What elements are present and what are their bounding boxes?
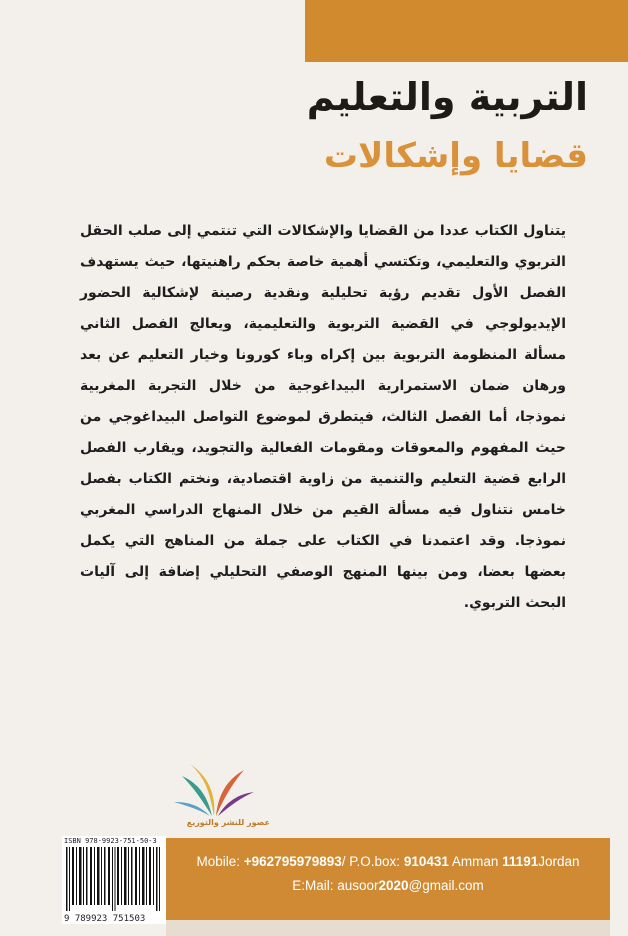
contact-bar [166,838,610,920]
barcode-icon [66,847,162,911]
pobox-number: 910431 [403,854,449,869]
bottom-strip [166,920,610,936]
contact-phone-line [166,854,610,869]
feather-logo-icon [160,758,270,820]
isbn-barcode [62,836,166,924]
country: Jordan [538,854,580,869]
book-subtitle: قضايا وإشكالات [323,136,588,176]
email-number: 2020 [378,878,409,893]
email-domain: @gmail.com [408,878,484,893]
isbn-label: ISBN 978-9923-751-50-3 [64,837,157,845]
blurb-paragraph: يتناول الكتاب عددا من القضايا والإشكالات التي تنتمي إلى صلب الحقل التربوي والتعليمي، وتكتسي أهمية خاصة بحكم راهنيتها، حيث يستهدف الفصل الأول تقديم رؤية تحليلية ونقدية رصينة لإشكالية الحضور الإيديولوجي في القضية التربوية والتعليمية، ويعالج الفصل الثاني مسألة المنظومة التربوية بين إكراه وباء كورونا وخيار التعليم عن بعد ورهان ضمان الاستمرارية البيداغوجية من خلال التجربة المغربية نموذجا، أما الفصل الثالث، فيتطرق لموضوع التواصل البيداغوجي من حيث المفهوم والمعوقات ومقومات الفعالية والتجويد، ويقارب الفصل الرابع قضية التعليم والتنمية من زاوية اقتصادية، ونختم الكتاب بفصل خامس نتناول فيه مسألة القيم من خلال المنهاج الدراسي المغربي نموذجا. وقد اعتمدنا في الكتاب على جملة من المناهج التي يكمل بعضها بعضا، ومن بينها المنهج الوصفي التحليلي إضافة إلى آليات البحث التربوي. [80,223,566,611]
top-accent-bar [305,0,628,62]
mobile-prefix: Mobile: [196,854,244,869]
book-title: التربية والتعليم [306,75,588,119]
publisher-name: عصور للنشر والتوزيع [186,818,270,827]
mobile-number: +962795979893 [243,854,342,869]
contact-email-line [166,878,610,893]
email-prefix: E:Mail: ausoor [292,878,379,893]
isbn-number: 9 789923 751503 [64,914,146,924]
publisher-logo [160,758,270,840]
pobox-prefix: / P.O.box: [341,854,404,869]
zip-code: 11191 [502,854,539,869]
city: Amman [448,854,503,869]
